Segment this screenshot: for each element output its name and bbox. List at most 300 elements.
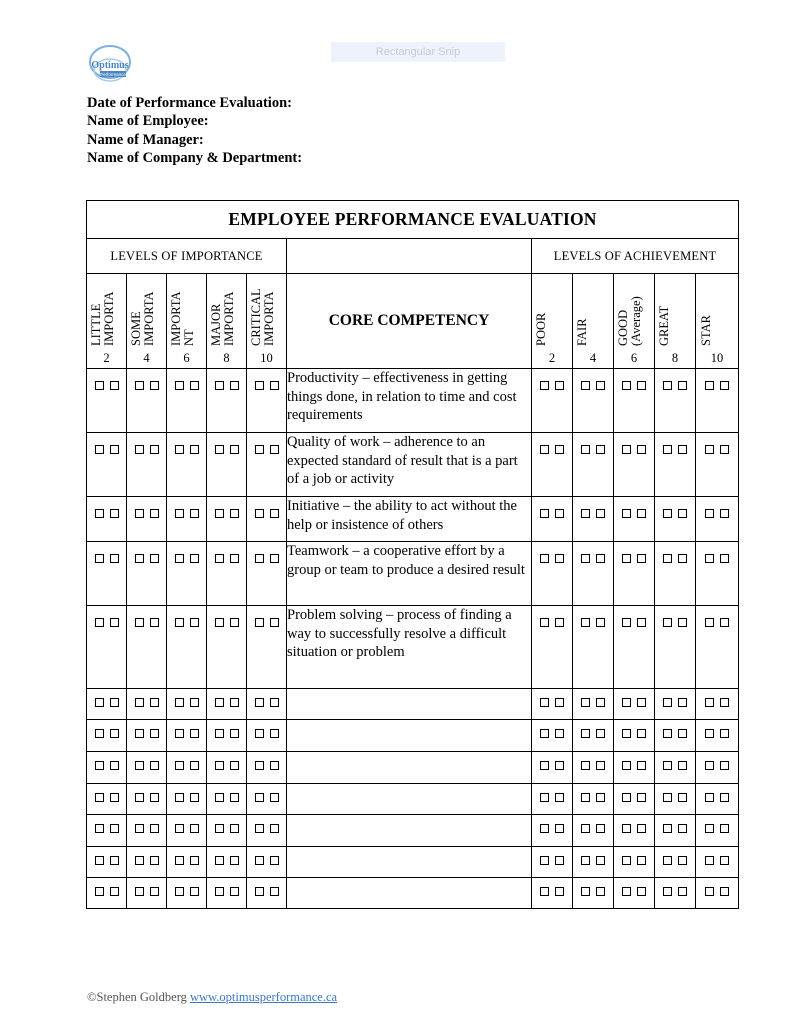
achievement-checkbox[interactable] [678,729,687,738]
importance-checkbox[interactable] [270,618,279,627]
achievement-checkbox[interactable] [720,509,729,518]
achievement-checkbox[interactable] [663,824,672,833]
achievement-checkbox[interactable] [637,618,646,627]
competency-text [287,878,532,909]
achievement-checkbox[interactable] [705,856,714,865]
achievement-checkbox[interactable] [720,887,729,896]
importance-checkbox[interactable] [175,793,184,802]
importance-checkbox[interactable] [255,856,264,865]
achievement-checkbox[interactable] [540,761,549,770]
achievement-checkbox[interactable] [555,618,564,627]
importance-checkbox[interactable] [255,793,264,802]
achievement-checkbox[interactable] [581,509,590,518]
achievement-checkbox[interactable] [596,856,605,865]
achievement-checkbox[interactable] [540,729,549,738]
achievement-checkbox[interactable] [637,824,646,833]
achievement-checkbox[interactable] [663,381,672,390]
importance-checkbox[interactable] [135,887,144,896]
importance-level-number: 8 [223,351,230,365]
importance-checkbox[interactable] [95,445,104,454]
achievement-checkbox[interactable] [705,618,714,627]
competency-text: Productivity – effectiveness in getting things done, in relation to time and cost requirements [287,369,532,433]
importance-checkbox[interactable] [150,856,159,865]
achievement-checkbox[interactable] [705,887,714,896]
importance-checkbox[interactable] [150,824,159,833]
achievement-checkbox[interactable] [581,761,590,770]
competency-text: Initiative – the ability to act without the help or insistence of others [287,497,532,542]
importance-checkbox[interactable] [255,824,264,833]
achievement-checkbox[interactable] [678,761,687,770]
importance-checkbox[interactable] [190,824,199,833]
importance-checkbox[interactable] [95,381,104,390]
importance-checkbox[interactable] [190,381,199,390]
achievement-checkbox[interactable] [705,729,714,738]
importance-checkbox[interactable] [95,729,104,738]
importance-checkbox[interactable] [175,509,184,518]
importance-checkbox[interactable] [230,793,239,802]
importance-checkbox[interactable] [135,856,144,865]
competency-row [87,815,739,847]
importance-level-number: 4 [143,351,150,365]
importance-checkbox[interactable] [230,729,239,738]
competency-row [87,369,739,433]
achievement-checkbox[interactable] [678,445,687,454]
importance-checkbox[interactable] [95,618,104,627]
achievement-checkbox[interactable] [622,856,631,865]
achievement-checkbox[interactable] [663,445,672,454]
achievement-checkbox[interactable] [705,381,714,390]
svg-text:Performance: Performance [100,72,126,77]
importance-level-number: 6 [183,351,190,365]
achievement-checkbox[interactable] [581,729,590,738]
achievement-checkbox[interactable] [705,793,714,802]
importance-checkbox[interactable] [175,554,184,563]
achievement-checkbox[interactable] [540,824,549,833]
achievement-checkbox[interactable] [637,856,646,865]
importance-checkbox[interactable] [110,509,119,518]
importance-checkbox[interactable] [135,824,144,833]
achievement-level-label: STAR [699,315,714,346]
importance-checkbox[interactable] [270,381,279,390]
importance-checkbox[interactable] [110,793,119,802]
importance-checkbox[interactable] [190,509,199,518]
achievement-checkbox[interactable] [720,761,729,770]
achievement-checkbox[interactable] [663,887,672,896]
importance-checkbox[interactable] [215,761,224,770]
achievement-checkbox[interactable] [637,887,646,896]
importance-checkbox[interactable] [230,698,239,707]
achievement-checkbox[interactable] [637,698,646,707]
importance-checkbox[interactable] [190,698,199,707]
importance-checkbox[interactable] [95,824,104,833]
achievement-checkbox[interactable] [637,445,646,454]
field-employee: Name of Employee: [87,113,209,130]
importance-checkbox[interactable] [110,618,119,627]
achievement-checkbox[interactable] [705,554,714,563]
importance-checkbox[interactable] [190,761,199,770]
importance-level-8 [207,274,247,369]
evaluation-table [86,200,739,909]
optimus-logo [86,42,134,90]
importance-checkbox[interactable] [175,445,184,454]
achievement-level-number: 6 [630,351,638,365]
importance-checkbox[interactable] [255,381,264,390]
importance-checkbox[interactable] [255,509,264,518]
importance-checkbox[interactable] [230,618,239,627]
importance-checkbox[interactable] [135,554,144,563]
importance-level-label: CRITICAL IMPORTA [248,288,276,346]
importance-checkbox[interactable] [135,761,144,770]
achievement-checkbox[interactable] [555,793,564,802]
importance-checkbox[interactable] [150,618,159,627]
importance-checkbox[interactable] [175,824,184,833]
achievement-checkbox[interactable] [663,729,672,738]
importance-checkbox[interactable] [230,856,239,865]
achievement-header: LEVELS OF ACHIEVEMENT [532,239,739,274]
achievement-checkbox[interactable] [596,824,605,833]
importance-checkbox[interactable] [215,729,224,738]
importance-checkbox[interactable] [215,618,224,627]
importance-checkbox[interactable] [215,698,224,707]
achievement-checkbox[interactable] [705,445,714,454]
achievement-checkbox[interactable] [637,793,646,802]
achievement-checkbox[interactable] [637,729,646,738]
importance-checkbox[interactable] [215,824,224,833]
achievement-level-10 [696,274,739,369]
importance-checkbox[interactable] [270,509,279,518]
importance-checkbox[interactable] [190,618,199,627]
achievement-checkbox[interactable] [555,698,564,707]
importance-checkbox[interactable] [215,856,224,865]
importance-checkbox[interactable] [270,856,279,865]
achievement-checkbox[interactable] [581,554,590,563]
importance-checkbox[interactable] [255,618,264,627]
importance-checkbox[interactable] [150,698,159,707]
achievement-checkbox[interactable] [720,381,729,390]
importance-level-label: IMPORTA NT [168,292,196,346]
achievement-checkbox[interactable] [622,761,631,770]
competency-text: Quality of work – adherence to an expected standard of result that is a part of a job or activity [287,433,532,497]
achievement-checkbox[interactable] [622,793,631,802]
importance-checkbox[interactable] [190,445,199,454]
achievement-checkbox[interactable] [622,618,631,627]
achievement-checkbox[interactable] [637,761,646,770]
achievement-checkbox[interactable] [596,761,605,770]
achievement-checkbox[interactable] [720,793,729,802]
achievement-level-number: 4 [589,351,597,365]
competency-row [87,752,739,784]
achievement-checkbox[interactable] [555,729,564,738]
importance-checkbox[interactable] [150,381,159,390]
achievement-checkbox[interactable] [555,761,564,770]
achievement-level-label: GOOD (Average) [616,296,643,346]
achievement-checkbox[interactable] [622,698,631,707]
importance-level-6 [167,274,207,369]
importance-checkbox[interactable] [95,554,104,563]
achievement-checkbox[interactable] [678,856,687,865]
achievement-checkbox[interactable] [596,618,605,627]
achievement-checkbox[interactable] [663,509,672,518]
achievement-checkbox[interactable] [596,554,605,563]
achievement-checkbox[interactable] [678,381,687,390]
importance-checkbox[interactable] [190,887,199,896]
achievement-checkbox[interactable] [540,445,549,454]
importance-checkbox[interactable] [150,729,159,738]
achievement-checkbox[interactable] [581,698,590,707]
achievement-checkbox[interactable] [705,509,714,518]
achievement-checkbox[interactable] [678,554,687,563]
table-title: EMPLOYEE PERFORMANCE EVALUATION [87,201,739,239]
importance-checkbox[interactable] [230,761,239,770]
importance-checkbox[interactable] [255,554,264,563]
competency-text [287,689,532,720]
importance-checkbox[interactable] [135,618,144,627]
achievement-checkbox[interactable] [555,554,564,563]
achievement-checkbox[interactable] [720,445,729,454]
achievement-checkbox[interactable] [581,887,590,896]
achievement-checkbox[interactable] [540,381,549,390]
achievement-checkbox[interactable] [581,618,590,627]
importance-checkbox[interactable] [150,887,159,896]
achievement-checkbox[interactable] [678,824,687,833]
achievement-checkbox[interactable] [596,729,605,738]
achievement-checkbox[interactable] [678,509,687,518]
importance-checkbox[interactable] [215,793,224,802]
achievement-checkbox[interactable] [596,887,605,896]
importance-checkbox[interactable] [215,509,224,518]
achievement-checkbox[interactable] [596,445,605,454]
achievement-checkbox[interactable] [540,887,549,896]
importance-checkbox[interactable] [150,761,159,770]
field-date: Date of Performance Evaluation: [87,95,292,111]
achievement-level-4 [573,274,614,369]
footer-copyright: ©Stephen Goldberg [87,990,187,1004]
importance-checkbox[interactable] [175,381,184,390]
achievement-checkbox[interactable] [663,793,672,802]
importance-checkbox[interactable] [270,761,279,770]
rectangular-snip-label: Rectangular Snip [331,42,505,62]
importance-checkbox[interactable] [230,445,239,454]
achievement-checkbox[interactable] [720,698,729,707]
achievement-level-label: FAIR [575,318,589,346]
achievement-checkbox[interactable] [540,509,549,518]
importance-checkbox[interactable] [110,729,119,738]
competency-row [87,689,739,720]
achievement-level-number: 2 [548,351,556,365]
achievement-checkbox[interactable] [705,698,714,707]
importance-checkbox[interactable] [175,887,184,896]
achievement-checkbox[interactable] [663,554,672,563]
importance-checkbox[interactable] [190,793,199,802]
importance-checkbox[interactable] [135,793,144,802]
importance-checkbox[interactable] [270,445,279,454]
importance-checkbox[interactable] [110,381,119,390]
achievement-checkbox[interactable] [555,856,564,865]
importance-level-4 [127,274,167,369]
achievement-level-number: 8 [671,351,679,365]
achievement-checkbox[interactable] [720,618,729,627]
importance-checkbox[interactable] [215,887,224,896]
achievement-checkbox[interactable] [622,509,631,518]
achievement-checkbox[interactable] [720,729,729,738]
importance-checkbox[interactable] [95,856,104,865]
importance-checkbox[interactable] [270,698,279,707]
achievement-checkbox[interactable] [596,698,605,707]
importance-checkbox[interactable] [255,887,264,896]
importance-level-number: 2 [103,351,110,365]
importance-checkbox[interactable] [150,554,159,563]
achievement-checkbox[interactable] [720,554,729,563]
field-manager: Name of Manager: [87,131,204,148]
importance-checkbox[interactable] [270,729,279,738]
importance-checkbox[interactable] [255,761,264,770]
competency-row [87,497,739,542]
importance-checkbox[interactable] [150,793,159,802]
achievement-checkbox[interactable] [540,554,549,563]
importance-checkbox[interactable] [270,824,279,833]
importance-checkbox[interactable] [175,618,184,627]
importance-checkbox[interactable] [110,761,119,770]
achievement-level-label: POOR [534,312,548,346]
importance-header: LEVELS OF IMPORTANCE [87,239,287,274]
svg-text:Optimus: Optimus [91,60,129,71]
importance-checkbox[interactable] [230,824,239,833]
achievement-checkbox[interactable] [540,856,549,865]
achievement-checkbox[interactable] [678,618,687,627]
competency-row [87,606,739,689]
header-fields [87,94,302,168]
footer-link[interactable]: www.optimusperformance.ca [190,990,338,1004]
achievement-checkbox[interactable] [663,856,672,865]
achievement-level-8 [655,274,696,369]
importance-checkbox[interactable] [150,509,159,518]
importance-checkbox[interactable] [95,509,104,518]
importance-checkbox[interactable] [150,445,159,454]
achievement-checkbox[interactable] [678,793,687,802]
core-competency-header: CORE COMPETENCY [287,274,532,369]
achievement-checkbox[interactable] [637,554,646,563]
importance-checkbox[interactable] [255,698,264,707]
achievement-checkbox[interactable] [555,445,564,454]
importance-checkbox[interactable] [95,793,104,802]
importance-checkbox[interactable] [110,887,119,896]
achievement-checkbox[interactable] [555,509,564,518]
achievement-checkbox[interactable] [705,824,714,833]
importance-checkbox[interactable] [215,445,224,454]
importance-checkbox[interactable] [175,761,184,770]
importance-checkbox[interactable] [175,856,184,865]
achievement-checkbox[interactable] [540,618,549,627]
importance-checkbox[interactable] [215,381,224,390]
importance-checkbox[interactable] [270,554,279,563]
achievement-checkbox[interactable] [663,698,672,707]
importance-checkbox[interactable] [175,698,184,707]
importance-checkbox[interactable] [230,381,239,390]
field-company: Name of Company & Department: [87,150,303,167]
achievement-checkbox[interactable] [622,554,631,563]
importance-checkbox[interactable] [110,698,119,707]
importance-checkbox[interactable] [110,445,119,454]
competency-text [287,752,532,784]
achievement-level-6 [614,274,655,369]
importance-checkbox[interactable] [110,824,119,833]
importance-checkbox[interactable] [95,761,104,770]
importance-checkbox[interactable] [215,554,224,563]
competency-text: Problem solving – process of finding a way to successfully resolve a difficult situation or problem [287,606,532,689]
achievement-checkbox[interactable] [581,824,590,833]
achievement-checkbox[interactable] [596,381,605,390]
achievement-checkbox[interactable] [622,445,631,454]
importance-checkbox[interactable] [135,509,144,518]
importance-checkbox[interactable] [230,887,239,896]
achievement-checkbox[interactable] [678,887,687,896]
importance-checkbox[interactable] [230,509,239,518]
importance-checkbox[interactable] [270,793,279,802]
achievement-checkbox[interactable] [637,509,646,518]
competency-row [87,784,739,815]
importance-checkbox[interactable] [175,729,184,738]
importance-checkbox[interactable] [135,698,144,707]
competency-row [87,847,739,878]
importance-checkbox[interactable] [110,554,119,563]
achievement-checkbox[interactable] [581,793,590,802]
achievement-checkbox[interactable] [555,887,564,896]
importance-checkbox[interactable] [190,554,199,563]
achievement-checkbox[interactable] [596,793,605,802]
achievement-checkbox[interactable] [581,381,590,390]
importance-checkbox[interactable] [110,856,119,865]
achievement-checkbox[interactable] [540,793,549,802]
importance-checkbox[interactable] [95,698,104,707]
achievement-checkbox[interactable] [581,445,590,454]
footer [87,990,337,1005]
achievement-checkbox[interactable] [720,856,729,865]
achievement-checkbox[interactable] [581,856,590,865]
competency-text [287,720,532,752]
importance-checkbox[interactable] [135,445,144,454]
importance-checkbox[interactable] [255,729,264,738]
competency-row [87,433,739,497]
importance-checkbox[interactable] [190,729,199,738]
competency-text [287,847,532,878]
importance-checkbox[interactable] [270,887,279,896]
achievement-checkbox[interactable] [622,824,631,833]
achievement-checkbox[interactable] [622,729,631,738]
achievement-checkbox[interactable] [678,698,687,707]
achievement-checkbox[interactable] [637,381,646,390]
achievement-level-label: GREAT [657,305,671,346]
achievement-checkbox[interactable] [596,509,605,518]
achievement-checkbox[interactable] [622,381,631,390]
importance-checkbox[interactable] [190,856,199,865]
achievement-checkbox[interactable] [555,381,564,390]
achievement-checkbox[interactable] [705,761,714,770]
achievement-checkbox[interactable] [622,887,631,896]
importance-checkbox[interactable] [135,729,144,738]
competency-row [87,542,739,606]
achievement-checkbox[interactable] [663,618,672,627]
importance-checkbox[interactable] [230,554,239,563]
achievement-checkbox[interactable] [540,698,549,707]
importance-level-label: LITTLE IMPORTA [88,291,116,346]
achievement-checkbox[interactable] [663,761,672,770]
achievement-checkbox[interactable] [720,824,729,833]
achievement-level-number: 10 [710,351,724,365]
importance-checkbox[interactable] [255,445,264,454]
importance-checkbox[interactable] [95,887,104,896]
achievement-checkbox[interactable] [555,824,564,833]
importance-checkbox[interactable] [135,381,144,390]
